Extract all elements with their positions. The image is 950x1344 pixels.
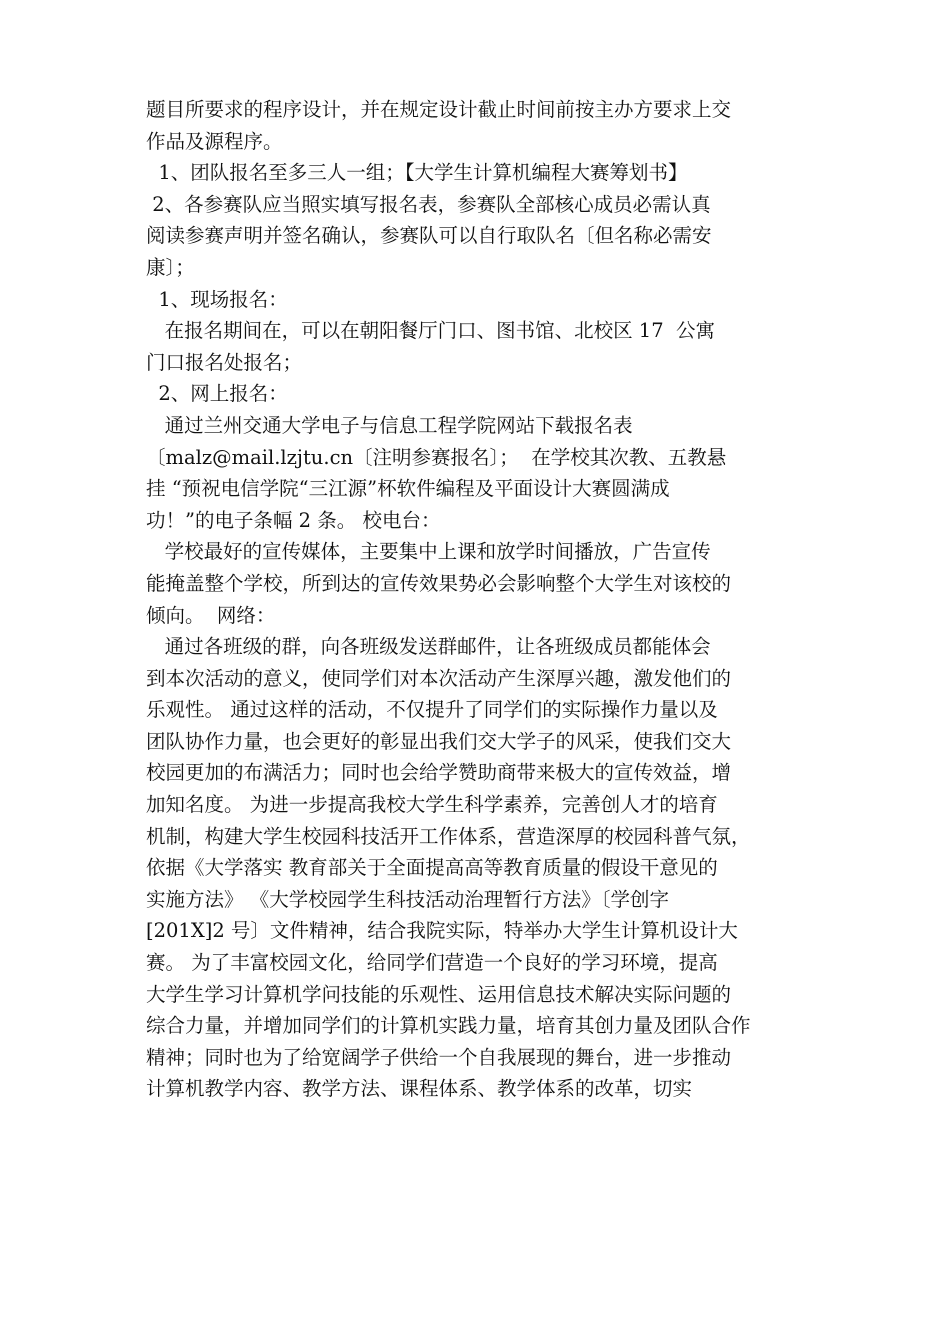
text-line: 2、各参赛队应当照实填写报名表，参赛队全部核心成员必需认真 bbox=[146, 192, 711, 216]
text-line: 〔malz@mail.lzjtu.cn〔注明参赛报名〕； 在学校其次教、五教悬 bbox=[146, 445, 727, 469]
text-line: 实施方法》 《大学校园学生科技活动治理暂行方法》〔学创字 bbox=[146, 887, 669, 911]
text-line: 2、网上报名： bbox=[146, 382, 288, 406]
text-line: 校园更加的布满活力；同时也会给学赞助商带来极大的宣传效益，增 bbox=[146, 761, 732, 785]
text-line: 综合力量，并增加同学们的计算机实践力量，培育其创力量及团队合作 bbox=[146, 1014, 751, 1038]
document-body bbox=[146, 94, 814, 1105]
text-line: 计算机教学内容、教学方法、课程体系、教学体系的改革，切实 bbox=[146, 1077, 693, 1101]
text-line: 1、现场报名： bbox=[146, 287, 288, 311]
text-line: 到本次活动的意义，使同学们对本次活动产生深厚兴趣，激发他们的 bbox=[146, 666, 732, 690]
text-line: 乐观性。 通过这样的活动，不仅提升了同学们的实际操作力量以及 bbox=[146, 698, 718, 722]
text-line: 康〕； bbox=[146, 255, 195, 279]
text-line: 1、团队报名至多三人一组；【大学生计算机编程大赛筹划书】 bbox=[146, 161, 688, 185]
text-line: 阅读参赛声明并签名确认，参赛队可以自行取队名〔但名称必需安 bbox=[146, 224, 712, 248]
text-line: 作品及源程序。 bbox=[146, 129, 283, 153]
text-line: 能掩盖整个学校，所到达的宣传效果势必会影响整个大学生对该校的 bbox=[146, 571, 732, 595]
text-line: 倾向。 网络： bbox=[146, 603, 276, 627]
text-line: 加知名度。 为进一步提高我校大学生科学素养，完善创人才的培育 bbox=[146, 793, 718, 817]
text-line: 挂 “预祝电信学院“三江源”杯软件编程及平面设计大赛圆满成 bbox=[146, 477, 670, 501]
text-line: 机制，构建大学生校园科技活开工作体系，营造深厚的校园科普气氛， bbox=[146, 824, 751, 848]
text-line: 精神；同时也为了给宽阔学子供给一个自我展现的舞台，进一步推动 bbox=[146, 1045, 732, 1069]
text-line: 大学生学习计算机学问技能的乐观性、运用信息技术解决实际问题的 bbox=[146, 982, 732, 1006]
text-line: 通过各班级的群，向各班级发送群邮件，让各班级成员都能体会 bbox=[146, 635, 711, 659]
text-line: 题目所要求的程序设计，并在规定设计截止时间前按主办方要求上交 bbox=[146, 98, 732, 121]
text-line: 学校最好的宣传媒体，主要集中上课和放学时间播放，广告宣传 bbox=[146, 540, 711, 564]
text-line: 团队协作力量，也会更好的彰显出我们交大学子的风采，使我们交大 bbox=[146, 729, 732, 753]
text-line: 依据《大学落实 教育部关于全面提高高等教育质量的假设干意见的 bbox=[146, 856, 718, 880]
text-line: 通过兰州交通大学电子与信息工程学院网站下载报名表 bbox=[146, 413, 633, 437]
text-line: 功！”的电子条幅 2 条。 校电台： bbox=[146, 508, 441, 532]
text-line: 门口报名处报名； bbox=[146, 350, 303, 374]
text-line: [201X]2 号〕文件精神，结合我院实际，特举办大学生计算机设计大 bbox=[146, 919, 738, 943]
text-line: 赛。 为了丰富校园文化，给同学们营造一个良好的学习环境，提高 bbox=[146, 951, 718, 975]
text-line: 在报名期间在，可以在朝阳餐厅门口、图书馆、北校区 17 公寓 bbox=[146, 319, 716, 343]
